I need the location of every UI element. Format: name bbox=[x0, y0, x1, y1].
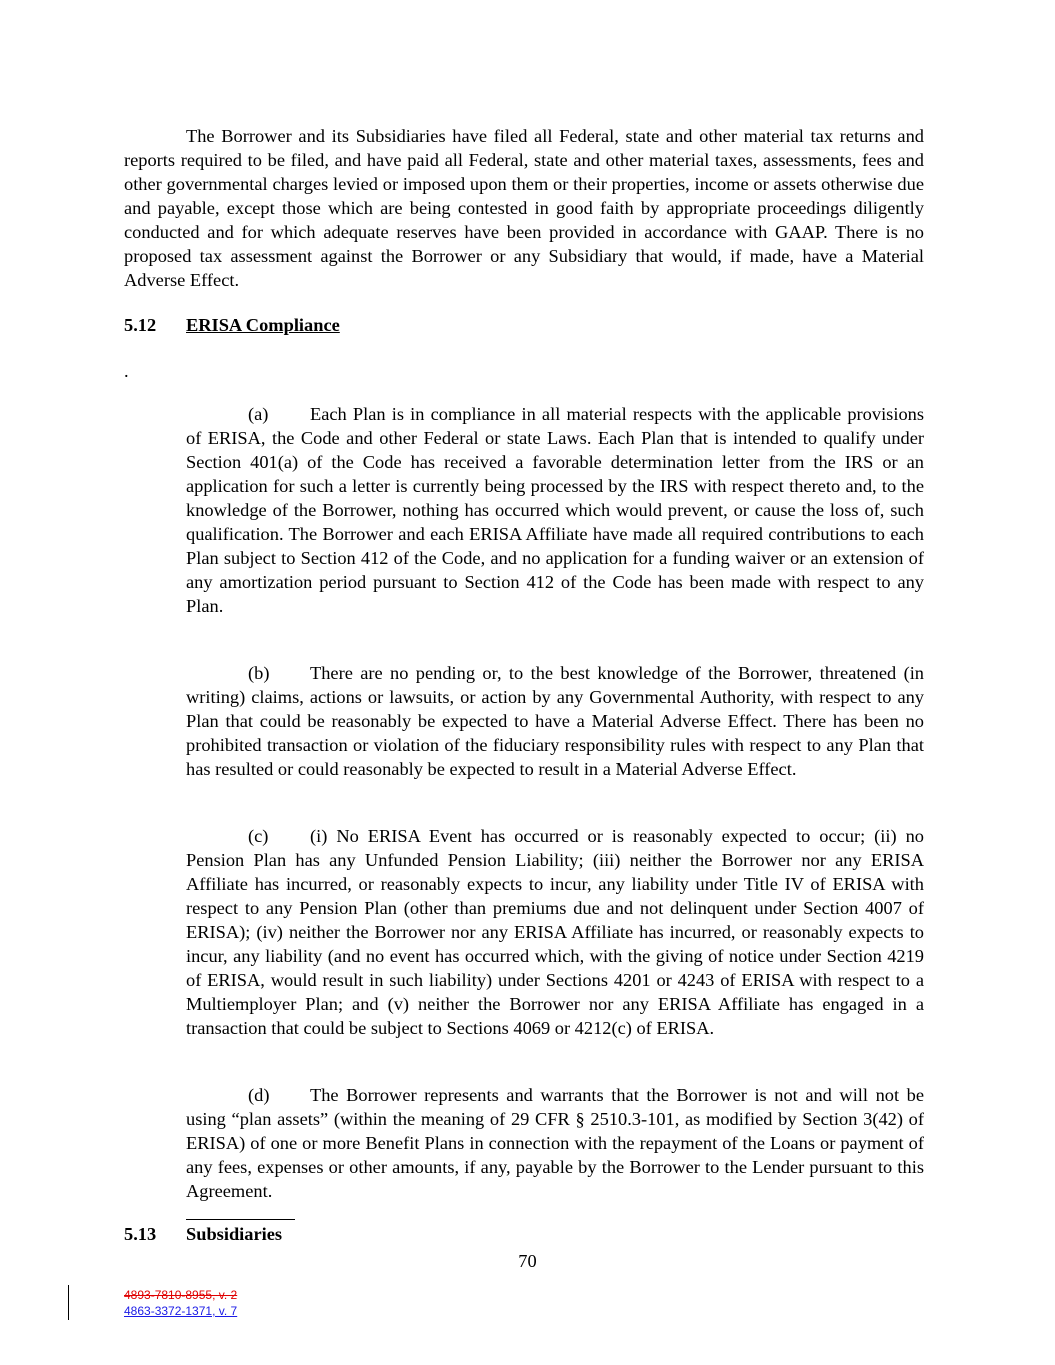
clause-label: (d) bbox=[248, 1085, 270, 1105]
section-number: 5.12 bbox=[124, 315, 157, 335]
clause-label: (b) bbox=[248, 663, 270, 683]
clause-text: The Borrower represents and warrants that the Borrower is not and will not be using “plan assets” (within the meaning of 29 CFR § 2510.3-101, as modified by Section 3(42) of ERISA) of one or more Benefit Plans in connection with the repayment of the Loans or payment of any fees, expenses or other amounts, if any, payable by the Borrower to the Lender pursuant to this Agreement. bbox=[186, 1085, 924, 1201]
clause-label: (c) bbox=[248, 826, 269, 846]
clause-text: (i) No ERISA Event has occurred or is reasonably expected to occur; (ii) no Pension Plan has any Unfunded Pension Liability; (iii) neither the Borrower nor any ERISA Affiliate has incurred, or reasonably expects to incur, any liability under Title IV of ERISA with respect to any Pension Plan (other than premiums due and not delinquent under Section 4007 of ERISA); (iv) neither the Borrower nor any ERISA Affiliate has incurred, or reasonably expects to incur, any liability (and no event has occurred which, with the giving of notice under Section 4219 of ERISA, would result in such liability) under Sections 4201 or 4243 of ERISA with respect to a Multiemployer Plan; and (v) neither the Borrower nor any ERISA Affiliate has engaged in a transaction that could be subject to Sections 4069 or 4212(c) of ERISA. bbox=[186, 826, 924, 1038]
section-title: Subsidiaries bbox=[186, 1224, 283, 1244]
page-number: 70 bbox=[518, 1251, 537, 1271]
clause-text: Each Plan is in compliance in all material respects with the applicable provisions of ERISA, the Code and other Federal or state Laws. Each Plan that is intended to qualify under Section 401(a) of the Code has received a favorable determination letter from the IRS or an application for such a letter is currently being processed by the IRS with respect thereto and, to the knowledge of the Borrower, nothing has occurred which would prevent, or cause the loss of, such qualification. The Borrower and each ERISA Affiliate have made all required contributions to each Plan subject to Section 412 of the Code, and no application for a funding waiver or an extension of any amortization period pursuant to Section 412 of the Code has been made with respect to any Plan. bbox=[186, 404, 924, 616]
section-title: ERISA Compliance bbox=[186, 315, 340, 335]
clause-c bbox=[186, 824, 924, 1040]
tax-paragraph: The Borrower and its Subsidiaries have filed all Federal, state and other material tax returns and reports required to be filed, and have paid all Federal, state and other material taxes, assessments, fees and other governmental charges levied or imposed upon them or their properties, income or assets otherwise due and payable, except those which are being contested in good faith by appropriate proceedings diligently conducted and for which adequate reserves have been provided in accordance with GAAP. There is no proposed tax assessment against the Borrower or any Subsidiary that would, if made, have a Material Adverse Effect. bbox=[124, 126, 924, 290]
clause-label: (a) bbox=[248, 404, 269, 424]
change-bar bbox=[68, 1285, 69, 1320]
clause-text: There are no pending or, to the best knowledge of the Borrower, threatened (in writing) claims, actions or lawsuits, or action by any Governmental Authority, with respect to any Plan that could be reasonably be expected to have a Material Adverse Effect. There has been no prohibited transaction or violation of the fiduciary responsibility rules with respect to any Plan that has resulted or could reasonably be expected to result in a Material Adverse Effect. bbox=[186, 663, 924, 779]
revision-underline-rule bbox=[186, 1219, 295, 1220]
clause-b bbox=[186, 661, 924, 781]
section-number: 5.13 bbox=[124, 1224, 157, 1244]
clause-d bbox=[186, 1083, 924, 1203]
deleted-document-id: 4893-7810-8955, v. 2 bbox=[124, 1288, 238, 1302]
clause-a bbox=[186, 402, 924, 618]
section-heading-5-12 bbox=[124, 313, 340, 337]
stray-mark: . bbox=[124, 361, 129, 381]
inserted-document-id: 4863-3372-1371, v. 7 bbox=[124, 1304, 238, 1318]
section-heading-5-13 bbox=[124, 1222, 282, 1246]
